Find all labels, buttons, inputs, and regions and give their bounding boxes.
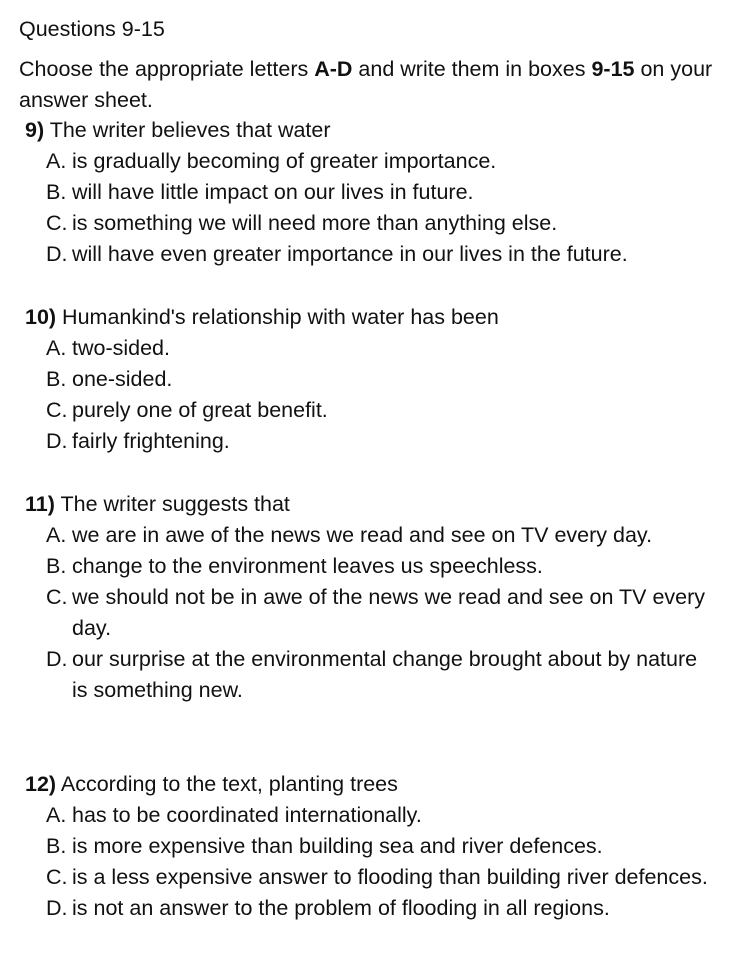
option-letter: A. (46, 336, 67, 360)
option-text: is a less expensive answer to flooding than building river defences. (72, 865, 708, 889)
option-letter: C. (46, 398, 68, 422)
option-a (25, 800, 725, 831)
option-text: purely one of great benefit. (72, 398, 328, 422)
section-heading: Questions 9-15 (19, 17, 165, 41)
option-list (25, 333, 725, 457)
option-letter: C. (46, 211, 68, 235)
option-text: has to be coordinated internationally. (72, 803, 422, 827)
option-letter: A. (46, 523, 67, 547)
instruction-part-1: Choose the appropriate letters (19, 57, 315, 81)
question-number: 11) (25, 492, 55, 516)
question-stem (25, 302, 725, 333)
option-c (25, 208, 725, 239)
option-c (25, 862, 725, 893)
option-c (25, 395, 725, 426)
question-text: According to the text, planting trees (56, 772, 398, 796)
option-letter: A. (46, 803, 67, 827)
option-text: will have little impact on our lives in future. (72, 180, 474, 204)
question-number: 10) (25, 305, 57, 329)
option-letter: C. (46, 865, 68, 889)
option-text: is not an answer to the problem of flooding in all regions. (72, 896, 610, 920)
option-letter: D. (46, 242, 68, 266)
instruction-part-2: and write them in boxes (352, 57, 592, 81)
option-letter: D. (46, 896, 68, 920)
question-text: Humankind's relationship with water has been (56, 305, 499, 329)
option-text: is gradually becoming of greater importance. (72, 149, 497, 173)
question-number: 12) (25, 772, 57, 796)
option-letter: B. (46, 180, 67, 204)
option-letter: B. (46, 834, 67, 858)
question-12 (25, 769, 725, 924)
question-stem (25, 115, 725, 146)
option-d (25, 644, 725, 706)
question-stem (25, 489, 725, 520)
option-text: is more expensive than building sea and river defences. (72, 834, 603, 858)
option-b (25, 831, 725, 862)
option-text: our surprise at the environmental change brought about by nature is something new. (72, 647, 698, 702)
option-text: is something we will need more than anything else. (72, 211, 558, 235)
option-text: one-sided. (72, 367, 173, 391)
option-a (25, 333, 725, 364)
option-letter: C. (46, 585, 68, 609)
instruction-part-3: on your answer sheet. (19, 57, 713, 112)
question-10 (25, 302, 725, 457)
option-text: we are in awe of the news we read and see on TV every day. (72, 523, 653, 547)
option-a (25, 520, 725, 551)
option-b (25, 364, 725, 395)
question-number: 9) (25, 118, 45, 142)
instruction-boxes-range: 9-15 (591, 57, 635, 81)
instruction-text (19, 54, 719, 116)
option-letter: B. (46, 367, 67, 391)
question-text: The writer believes that water (44, 118, 331, 142)
option-text: we should not be in awe of the news we read and see on TV every day. (72, 585, 706, 640)
option-d (25, 239, 725, 270)
option-list (25, 520, 725, 706)
option-letter: A. (46, 149, 67, 173)
option-a (25, 146, 725, 177)
question-9 (25, 115, 725, 270)
option-b (25, 177, 725, 208)
option-list (25, 146, 725, 270)
question-11 (25, 489, 725, 706)
option-list (25, 800, 725, 924)
question-stem (25, 769, 725, 800)
option-text: two-sided. (72, 336, 170, 360)
option-text: will have even greater importance in our lives in the future. (72, 242, 628, 266)
option-d (25, 426, 725, 457)
option-text: change to the environment leaves us speechless. (72, 554, 543, 578)
option-letter: B. (46, 554, 67, 578)
option-letter: D. (46, 647, 68, 671)
instruction-letters-range: A-D (314, 57, 353, 81)
option-text: fairly frightening. (72, 429, 230, 453)
question-text: The writer suggests that (54, 492, 290, 516)
option-c (25, 582, 725, 644)
option-d (25, 893, 725, 924)
option-letter: D. (46, 429, 68, 453)
option-b (25, 551, 725, 582)
